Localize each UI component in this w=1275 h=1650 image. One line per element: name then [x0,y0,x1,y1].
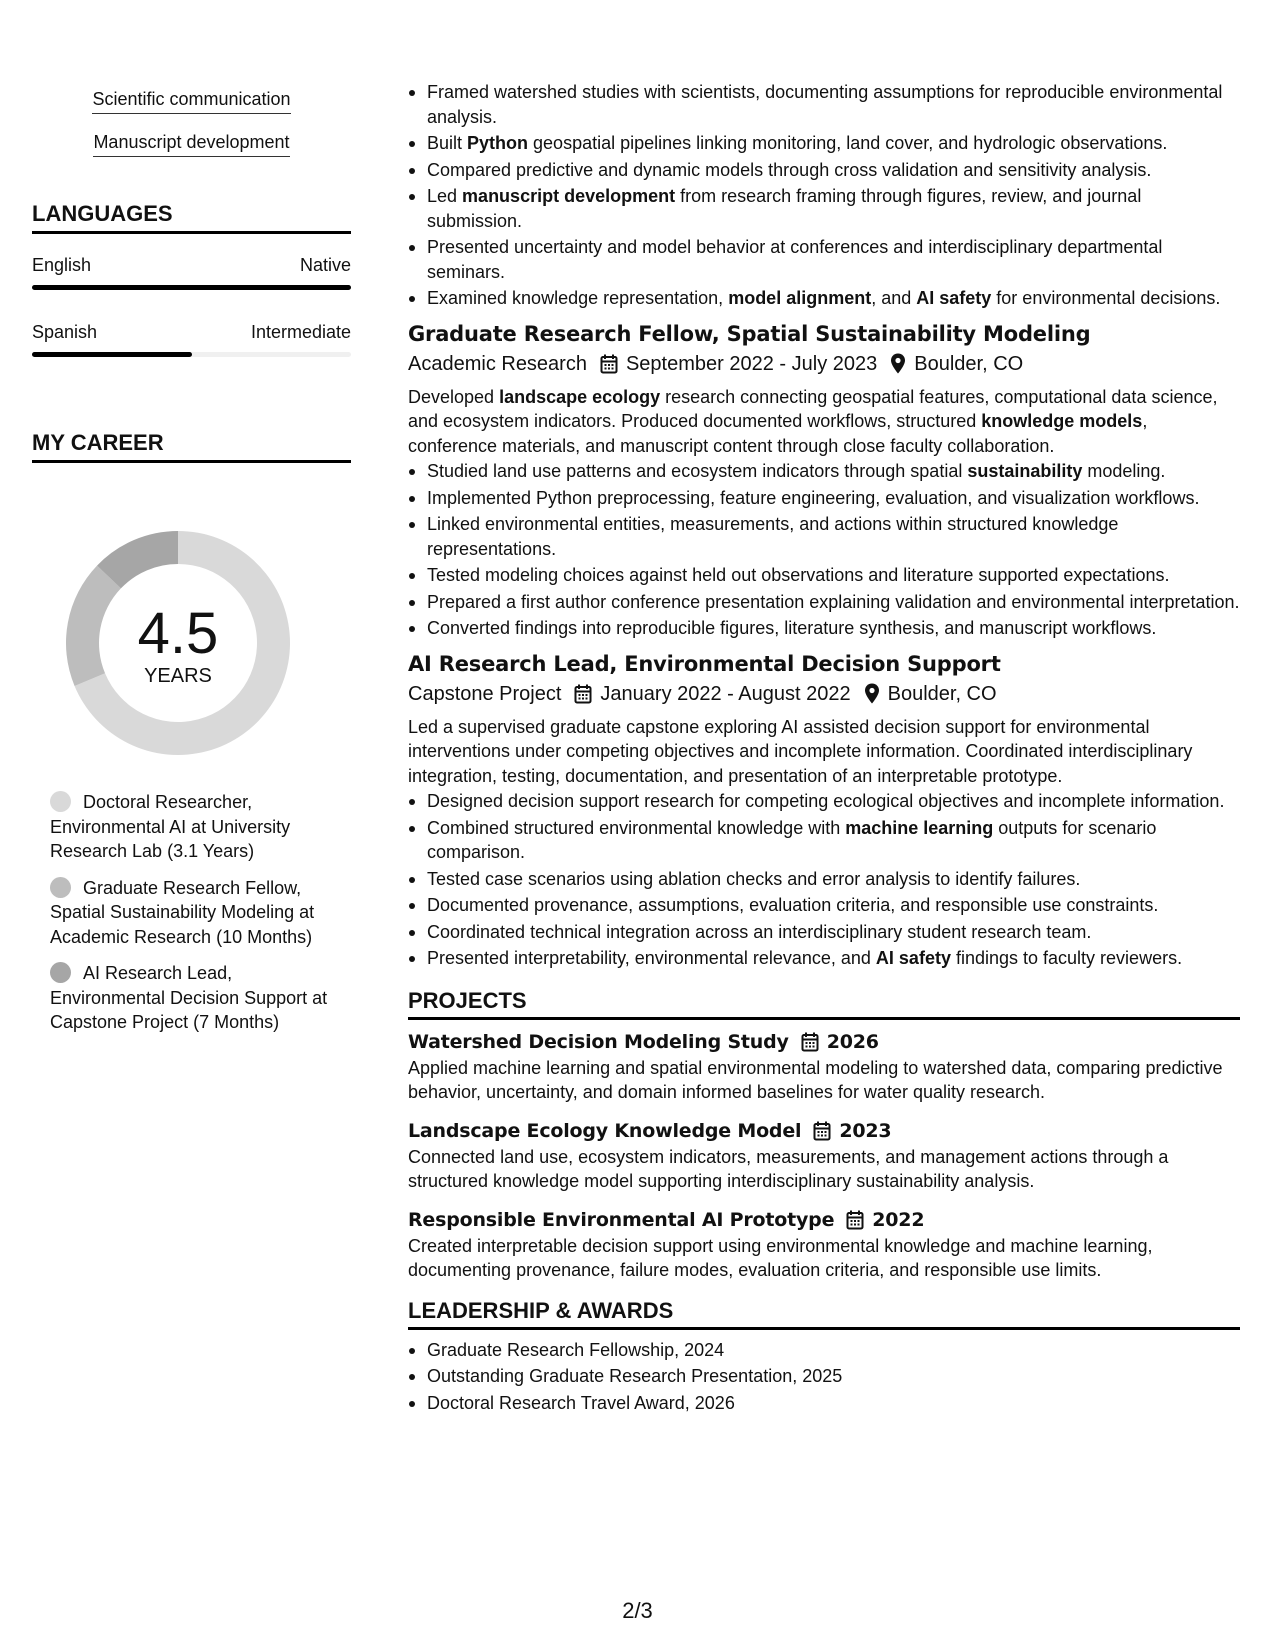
career-legend-item [50,876,340,950]
job-title: AI Research Lead, Environmental Decision Support [408,651,1001,676]
career-heading: MY CAREER [32,430,351,463]
project-year: 2026 [826,1030,879,1053]
language-proficiency-fill [32,285,351,290]
bullet-item: Built Python geospatial pipelines linking monitoring, land cover, and hydrologic observations. [408,131,1240,156]
job-entry [408,319,1240,641]
job-description: Developed landscape ecology research connecting geospatial features, computational data science, and ecosystem indicators. Produced documented workflows, structured knowledge models, conference materials, and manuscript content through close faculty collaboration. [408,386,1218,456]
project-description: Created interpretable decision support using environmental knowledge and machine learning, documenting provenance, failure modes, evaluation criteria, and responsible use limits. [408,1235,1153,1280]
job-org: Capstone Project [408,682,562,705]
job-location: Boulder, CO [914,352,1024,375]
skill-tags [32,88,351,174]
bullet-item: Prepared a first author conference presentation explaining validation and environmental interpretation. [408,590,1240,615]
job-dates: September 2022 - July 2023 [625,352,878,375]
bullet-item: Tested modeling choices against held out observations and literature supported expectations. [408,563,1240,588]
language-row [32,254,351,290]
main-content [408,80,1240,1417]
job-location: Boulder, CO [887,682,997,705]
awards-heading: LEADERSHIP & AWARDS [408,1297,1240,1330]
project-entry [408,1117,1240,1194]
job-description: Led a supervised graduate capstone exploring AI assisted decision support for environmental interventions under competing objectives and incomplete information. Coordinated interdisciplinary integration, testing, documentation, and presentation of an interpretable prototype. [408,716,1193,786]
job-bullets [408,459,1240,641]
bullet-item: Examined knowledge representation, model alignment, and AI safety for environmental decisions. [408,286,1240,311]
skill-tag: Scientific communication [92,88,290,114]
map-pin-icon [864,683,880,704]
career-legend-item [50,961,340,1035]
job-dates: January 2022 - August 2022 [600,682,851,705]
project-title: Responsible Environmental AI Prototype [408,1208,835,1231]
calendar-icon [813,1121,831,1141]
job-meta [408,349,1240,379]
career-total-unit: YEARS [144,665,212,687]
project-entry [408,1028,1240,1105]
award-item: Outstanding Graduate Research Presentation, 2025 [408,1364,1240,1389]
language-level: Native [299,255,351,275]
career-legend-item [50,790,340,864]
page-number: 2/3 [622,1598,653,1623]
language-proficiency-bar [32,285,351,290]
bullet-item: Combined structured environmental knowledge with machine learning outputs for scenario comparison. [408,816,1240,865]
languages-heading: LANGUAGES [32,201,351,234]
bullet-item: Documented provenance, assumptions, evaluation criteria, and responsible use constraints. [408,893,1240,918]
skill-tag: Manuscript development [93,131,289,157]
project-title-row [408,1028,1240,1056]
job-meta [408,679,1240,709]
project-title: Watershed Decision Modeling Study [408,1030,789,1053]
career-total-value: 4.5 [137,601,219,666]
language-proficiency-bar [32,352,351,357]
job-entry [408,649,1240,971]
award-item: Doctoral Research Travel Award, 2026 [408,1391,1240,1416]
projects-heading: PROJECTS [408,987,1240,1020]
language-name: English [32,255,92,275]
project-description: Applied machine learning and spatial environmental modeling to watershed data, comparing predictive behavior, uncertainty, and domain informed baselines for water quality research. [408,1057,1223,1102]
bullet-item: Studied land use patterns and ecosystem indicators through spatial sustainability modeling. [408,459,1240,484]
job-bullets [408,789,1240,971]
bullet-item: Presented interpretability, environmental relevance, and AI safety findings to faculty reviewers. [408,946,1240,971]
legend-dot [50,877,71,898]
awards-list [408,1338,1240,1416]
project-title: Landscape Ecology Knowledge Model [408,1119,802,1142]
career-legend-text: Doctoral Researcher, Environmental AI at University Research Lab (3.1 Years) [50,792,291,861]
calendar-icon [600,354,618,374]
project-year: 2023 [839,1119,892,1142]
calendar-icon [801,1032,819,1052]
legend-dot [50,791,71,812]
career-legend-text: Graduate Research Fellow, Spatial Sustainability Modeling at Academic Research (10 Months) [50,877,315,947]
bullet-item: Linked environmental entities, measurements, and actions within structured knowledge representations. [408,512,1240,561]
project-entry [408,1206,1240,1283]
project-description: Connected land use, ecosystem indicators, measurements, and management actions through a structured knowledge model supporting interdisciplinary sustainability analysis. [408,1146,1169,1191]
map-pin-icon [890,353,906,374]
project-title-row [408,1206,1240,1234]
bullet-item: Designed decision support research for competing ecological objectives and incomplete information. [408,789,1240,814]
job-title: Graduate Research Fellow, Spatial Sustainability Modeling [408,321,1091,346]
bullet-item: Implemented Python preprocessing, feature engineering, evaluation, and visualization workflows. [408,486,1240,511]
bullet-item: Compared predictive and dynamic models through cross validation and sensitivity analysis. [408,158,1240,183]
project-title-row [408,1117,1240,1145]
bullet-item: Presented uncertainty and model behavior at conferences and interdisciplinary departmental seminars. [408,235,1240,284]
career-legend [50,790,340,1047]
experience-bullets [408,80,1240,311]
language-proficiency-fill [32,352,192,357]
calendar-icon [574,684,592,704]
bullet-item: Coordinated technical integration across an interdisciplinary student research team. [408,920,1240,945]
job-org: Academic Research [408,352,587,375]
legend-dot [50,962,71,983]
bullet-item: Framed watershed studies with scientists, documenting assumptions for reproducible environmental analysis. [408,80,1240,129]
calendar-icon [846,1210,864,1230]
project-year: 2022 [872,1208,925,1231]
bullet-item: Converted findings into reproducible figures, literature synthesis, and manuscript workflows. [408,616,1240,641]
award-item: Graduate Research Fellowship, 2024 [408,1338,1240,1363]
language-name: Spanish [32,322,98,342]
career-legend-text: AI Research Lead, Environmental Decision Support at Capstone Project (7 Months) [50,963,328,1032]
language-row [32,321,351,357]
language-level: Intermediate [250,322,351,342]
bullet-item: Led manuscript development from research framing through figures, review, and journal submission. [408,184,1240,233]
bullet-item: Tested case scenarios using ablation checks and error analysis to identify failures. [408,867,1240,892]
